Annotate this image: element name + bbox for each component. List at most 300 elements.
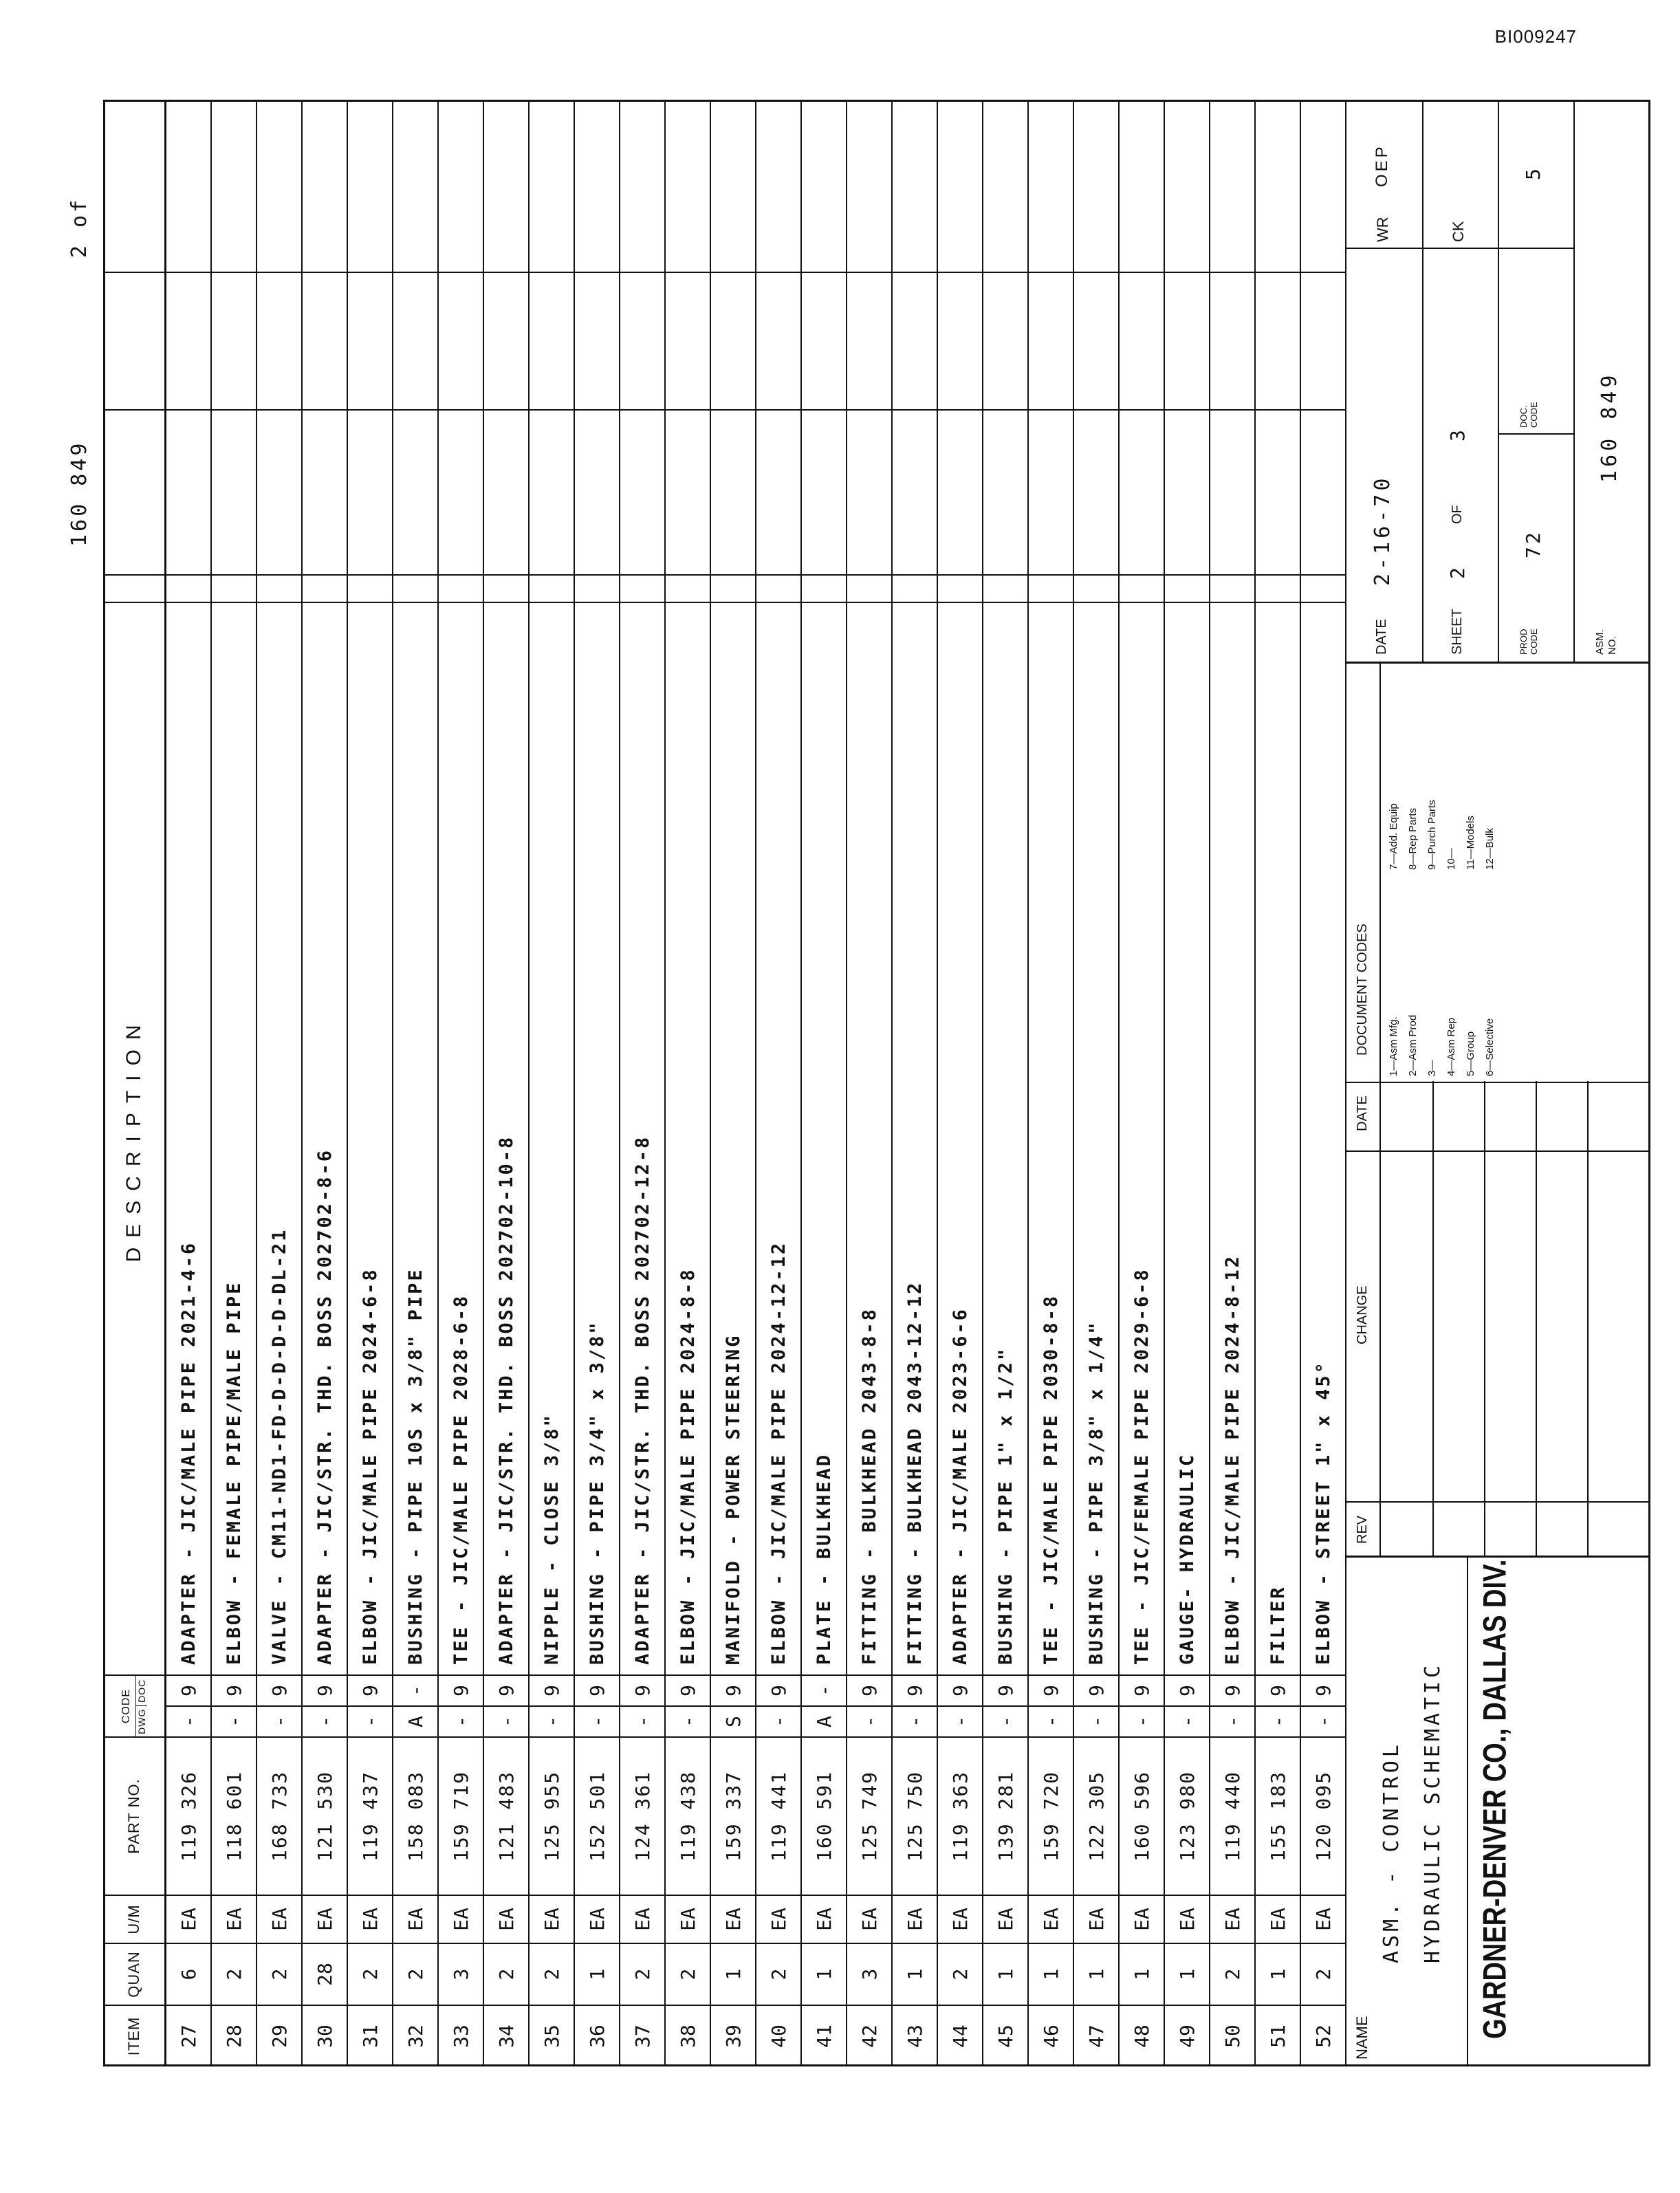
blank-cell [711, 409, 756, 574]
quan-cell: 1 [1165, 1943, 1210, 2005]
table-row [620, 100, 666, 2066]
table-row [1029, 100, 1074, 2066]
blank-cell [212, 574, 257, 602]
date-col-line [1346, 1082, 1650, 1083]
item-cell: 27 [166, 2005, 212, 2066]
doc-code-cell: 9 [666, 1674, 711, 1705]
blank-cell [257, 100, 303, 272]
part-no-cell: 160 596 [1120, 1736, 1165, 1895]
blank-cell [1165, 100, 1210, 272]
description-cell: ELBOW - JIC/MALE PIPE 2024-8-8 [666, 602, 711, 1674]
date-value: 2-16-70 [1371, 474, 1395, 586]
asm-no-value: 160 849 [1597, 371, 1622, 483]
blank-cell [530, 574, 575, 602]
item-cell: 44 [938, 2005, 983, 2066]
blank-cell [1120, 409, 1165, 574]
um-cell: EA [983, 1895, 1029, 1943]
item-cell: 46 [1029, 2005, 1074, 2066]
dwg-code-cell: - [1301, 1705, 1346, 1736]
name-line-2: HYDRAULIC SCHEMATIC [1421, 1661, 1445, 1963]
dwg-code-cell: - [1029, 1705, 1074, 1736]
um-cell: EA [575, 1895, 620, 1943]
um-cell: EA [166, 1895, 212, 1943]
table-row [1120, 100, 1165, 2066]
doc-code-cell: 9 [1256, 1674, 1301, 1705]
doc-code-item: 8—Rep Parts [1407, 807, 1419, 870]
um-cell: EA [666, 1895, 711, 1943]
blank-cell [484, 574, 530, 602]
blank-cell [1074, 574, 1120, 602]
um-cell: EA [348, 1895, 393, 1943]
description-cell: BUSHING - PIPE 10S x 3/8" PIPE [393, 602, 439, 1674]
dwg-code-cell: - [983, 1705, 1029, 1736]
item-cell: 28 [212, 2005, 257, 2066]
blank-cell [802, 272, 847, 409]
part-no-cell: 125 955 [530, 1736, 575, 1895]
quan-cell: 2 [1210, 1943, 1256, 2005]
description-cell: TEE - JIC/FEMALE PIPE 2029-6-8 [1120, 602, 1165, 1674]
blank-cell [983, 409, 1029, 574]
dwg-code-cell: A [393, 1705, 439, 1736]
um-cell: EA [711, 1895, 756, 1943]
blank-cell [666, 272, 711, 409]
um-cell: EA [212, 1895, 257, 1943]
blank-cell [303, 100, 348, 272]
doc-code-cell: 9 [212, 1674, 257, 1705]
item-cell: 50 [1210, 2005, 1256, 2066]
blank-cell [893, 574, 938, 602]
description-cell: ADAPTER - JIC/STR. THD. BOSS 202702-10-8 [484, 602, 530, 1674]
um-cell: EA [530, 1895, 575, 1943]
quan-cell: 2 [257, 1943, 303, 2005]
blank-cell [1074, 272, 1120, 409]
blank-cell [1120, 272, 1165, 409]
table-row [1256, 100, 1301, 2066]
sheet-value: 2 [1446, 567, 1469, 579]
blank-cell [393, 272, 439, 409]
quan-cell: 6 [166, 1943, 212, 2005]
doc-code-item: 3— [1426, 1060, 1438, 1076]
rev-row-line [1536, 1081, 1537, 1556]
blank-cell [802, 409, 847, 574]
part-no-cell: 159 337 [711, 1736, 756, 1895]
blank-cell [212, 409, 257, 574]
um-cell: EA [1210, 1895, 1256, 1943]
rev-row-line [1432, 1081, 1434, 1556]
blank-cell [1256, 100, 1301, 272]
blank-cell [166, 574, 212, 602]
blank-cell [847, 409, 893, 574]
blank-cell [166, 409, 212, 574]
doc-code-cell: 9 [1210, 1674, 1256, 1705]
um-cell: EA [1120, 1895, 1165, 1943]
description-cell: VALVE - CM11-ND1-FD-D-D-D-D-DL-21 [257, 602, 303, 1674]
blank-cell [1120, 574, 1165, 602]
part-no-cell: 122 305 [1074, 1736, 1120, 1895]
blank-cell [756, 409, 802, 574]
part-no-cell: 139 281 [983, 1736, 1029, 1895]
um-cell: EA [393, 1895, 439, 1943]
quan-cell: 2 [756, 1943, 802, 2005]
blank-cell [893, 409, 938, 574]
part-no-cell: 168 733 [257, 1736, 303, 1895]
blank-cell [847, 272, 893, 409]
description-cell: ELBOW - JIC/MALE PIPE 2024-8-12 [1210, 602, 1256, 1674]
blank-cell [1165, 272, 1210, 409]
table-row [393, 100, 439, 2066]
blank-cell [1256, 272, 1301, 409]
item-cell: 32 [393, 2005, 439, 2066]
blank-cell [983, 100, 1029, 272]
dwg-code-cell: - [1210, 1705, 1256, 1736]
um-cell: EA [439, 1895, 484, 1943]
part-no-cell: 119 363 [938, 1736, 983, 1895]
company-divider [1467, 1558, 1468, 2066]
um-cell: EA [1301, 1895, 1346, 1943]
ck-label: CK [1450, 221, 1467, 242]
blank-cell [257, 574, 303, 602]
quan-cell: 1 [1120, 1943, 1165, 2005]
blank-cell [393, 409, 439, 574]
blank-cell [212, 272, 257, 409]
description-cell: TEE - JIC/MALE PIPE 2030-8-8 [1029, 602, 1074, 1674]
blank-cell [666, 574, 711, 602]
blank-cell [1210, 272, 1256, 409]
blank-cell [439, 409, 484, 574]
blank-cell [1029, 574, 1074, 602]
quan-cell: 1 [983, 1943, 1029, 2005]
part-no-cell: 119 437 [348, 1736, 393, 1895]
quan-cell: 1 [1029, 1943, 1074, 2005]
doc-code-item: 7—Add. Equip [1388, 803, 1399, 870]
name-line-1: ASM. - CONTROL [1379, 1741, 1404, 1963]
blank-cell [1029, 272, 1074, 409]
rev-col-line [1346, 1501, 1650, 1503]
table-row [530, 100, 575, 2066]
blank-cell [530, 409, 575, 574]
date-field-label: DATE [1374, 619, 1389, 655]
blank-cell [1301, 409, 1346, 574]
blank-cell [1029, 409, 1074, 574]
part-no-cell: 125 749 [847, 1736, 893, 1895]
blank-cell [348, 272, 393, 409]
doc-code-cell: 9 [439, 1674, 484, 1705]
asm-no-label: ASM. NO. [1594, 629, 1618, 655]
table-row [711, 100, 756, 2066]
blank-cell [575, 574, 620, 602]
quan-cell: 1 [802, 1943, 847, 2005]
blank-cell [666, 100, 711, 272]
part-no-cell: 121 530 [303, 1736, 348, 1895]
dwg-code-cell: - [1074, 1705, 1120, 1736]
doc-code-cell: 9 [575, 1674, 620, 1705]
part-no-cell: 125 750 [893, 1736, 938, 1895]
blank-cell [1256, 574, 1301, 602]
of-label: OF [1450, 505, 1465, 524]
dwg-code-cell: - [439, 1705, 484, 1736]
quan-cell: 2 [348, 1943, 393, 2005]
table-row [1074, 100, 1120, 2066]
doc-code-cell: 9 [983, 1674, 1029, 1705]
table-row [756, 100, 802, 2066]
item-cell: 36 [575, 2005, 620, 2066]
item-cell: 33 [439, 2005, 484, 2066]
part-no-cell: 118 601 [212, 1736, 257, 1895]
blank-cell [938, 409, 983, 574]
blank-cell [938, 100, 983, 272]
um-cell: EA [756, 1895, 802, 1943]
blank-cell [393, 100, 439, 272]
blank-cell [620, 272, 666, 409]
rev-row-line [1587, 1081, 1589, 1556]
quan-cell: 2 [393, 1943, 439, 2005]
quan-cell: 2 [620, 1943, 666, 2005]
change-label: CHANGE [1355, 1285, 1370, 1344]
item-cell: 31 [348, 2005, 393, 2066]
blank-cell [983, 574, 1029, 602]
quan-cell: 2 [938, 1943, 983, 2005]
blank-cell [166, 272, 212, 409]
quan-cell: 2 [484, 1943, 530, 2005]
um-cell: EA [1029, 1895, 1074, 1943]
blank-cell [484, 409, 530, 574]
doc-code-item: 2—Asm Prod [1407, 1014, 1419, 1076]
description-cell: TEE - JIC/MALE PIPE 2028-6-8 [439, 602, 484, 1674]
table-row [439, 100, 484, 2066]
quan-cell: 3 [439, 1943, 484, 2005]
blank-cell [893, 100, 938, 272]
item-cell: 29 [257, 2005, 303, 2066]
blank-cell [1210, 574, 1256, 602]
doc-code-value-divider [1498, 248, 1573, 249]
blank-cell [666, 409, 711, 574]
name-label: NAME [1353, 2016, 1371, 2060]
doc-code-item: 9—Purch Parts [1426, 800, 1438, 870]
blank-cell [802, 100, 847, 272]
part-no-cell: 152 501 [575, 1736, 620, 1895]
blank-cell [1165, 574, 1210, 602]
change-col-line [1346, 1150, 1650, 1152]
quan-cell: 2 [530, 1943, 575, 2005]
part-no-cell: 121 483 [484, 1736, 530, 1895]
doc-code-cell: 9 [530, 1674, 575, 1705]
part-no-cell: 160 591 [802, 1736, 847, 1895]
doc-code-cell: 9 [484, 1674, 530, 1705]
doc-code-label: DOC. CODE [1518, 402, 1539, 428]
blank-cell [303, 409, 348, 574]
dwg-code-cell: - [1165, 1705, 1210, 1736]
blank-cell [1256, 409, 1301, 574]
doc-code-cell: - [393, 1674, 439, 1705]
description-cell: BUSHING - PIPE 3/4" x 3/8" [575, 602, 620, 1674]
table-row [1301, 100, 1346, 2066]
table-row [666, 100, 711, 2066]
dwg-code-cell: - [212, 1705, 257, 1736]
blank-cell [620, 409, 666, 574]
description-cell: ELBOW - FEMALE PIPE/MALE PIPE [212, 602, 257, 1674]
header-description: DESCRIPTION [103, 602, 166, 1674]
doc-code-cell: 9 [711, 1674, 756, 1705]
dwg-code-cell: - [847, 1705, 893, 1736]
bates-number: BI009247 [1494, 26, 1577, 47]
blank-cell [711, 574, 756, 602]
blank-cell [756, 272, 802, 409]
item-cell: 45 [983, 2005, 1029, 2066]
description-cell: ELBOW - JIC/MALE PIPE 2024-6-8 [348, 602, 393, 1674]
table-row [348, 100, 393, 2066]
blank-cell [1210, 409, 1256, 574]
doc-code-cell: 9 [303, 1674, 348, 1705]
company-name: GARDNER-DENVER CO., DALLAS DIV. [1477, 1559, 1514, 2039]
rev-row-line [1484, 1081, 1485, 1556]
description-cell: FILTER [1256, 602, 1301, 1674]
doc-code-cell: 9 [893, 1674, 938, 1705]
dwg-code-cell: - [756, 1705, 802, 1736]
doc-code-item: 5—Group [1465, 1031, 1476, 1076]
table-row [802, 100, 847, 2066]
um-cell: EA [303, 1895, 348, 1943]
blank-cell [620, 574, 666, 602]
doc-code-item: 10— [1446, 848, 1457, 870]
top-doc-number: 160 849 [67, 440, 91, 547]
blank-cell [439, 574, 484, 602]
blank-cell [303, 574, 348, 602]
grid-line [1422, 100, 1423, 662]
item-cell: 51 [1256, 2005, 1301, 2066]
table-row [166, 100, 212, 2066]
item-cell: 30 [303, 2005, 348, 2066]
blank-cell [620, 100, 666, 272]
header-um: U/M [103, 1895, 166, 1943]
blank-cell [348, 409, 393, 574]
part-no-cell: 155 183 [1256, 1736, 1301, 1895]
header-blank-2 [103, 409, 166, 574]
dwg-code-cell: A [802, 1705, 847, 1736]
dwg-code-cell: - [530, 1705, 575, 1736]
wr-label: WR [1374, 217, 1391, 242]
quan-cell: 1 [893, 1943, 938, 2005]
doc-codes-divider [1346, 662, 1650, 664]
header-doc: DOC [136, 1679, 147, 1703]
item-cell: 49 [1165, 2005, 1210, 2066]
description-cell: PLATE - BULKHEAD [802, 602, 847, 1674]
um-cell: EA [893, 1895, 938, 1943]
dwg-code-cell: S [711, 1705, 756, 1736]
blank-cell [847, 100, 893, 272]
blank-cell [303, 272, 348, 409]
blank-cell [1074, 100, 1120, 272]
doc-code-cell: 9 [620, 1674, 666, 1705]
rev-label: REV [1355, 1515, 1370, 1544]
table-row [484, 100, 530, 2066]
description-cell: ADAPTER - JIC/STR. THD. BOSS 202702-8-6 [303, 602, 348, 1674]
blank-cell [257, 409, 303, 574]
table-row [257, 100, 303, 2066]
item-cell: 52 [1301, 2005, 1346, 2066]
dwg-code-cell: - [620, 1705, 666, 1736]
blank-cell [530, 100, 575, 272]
item-cell: 34 [484, 2005, 530, 2066]
grid-line [1573, 100, 1575, 662]
um-cell: EA [847, 1895, 893, 1943]
dwg-code-cell: - [938, 1705, 983, 1736]
wr-divider [1346, 248, 1422, 249]
blank-cell [1120, 100, 1165, 272]
blank-cell [1210, 100, 1256, 272]
description-cell: ADAPTER - JIC/MALE PIPE 2021-4-6 [166, 602, 212, 1674]
description-cell: ADAPTER - JIC/MALE 2023-6-6 [938, 602, 983, 1674]
dwg-code-cell: - [166, 1705, 212, 1736]
dwg-code-cell: - [1256, 1705, 1301, 1736]
um-cell: EA [1165, 1895, 1210, 1943]
um-cell: EA [257, 1895, 303, 1943]
doc-code-cell: 9 [1120, 1674, 1165, 1705]
blank-cell [348, 574, 393, 602]
table-row [938, 100, 983, 2066]
description-cell: FITTING - BULKHEAD 2043-12-12 [893, 602, 938, 1674]
item-cell: 48 [1120, 2005, 1165, 2066]
wr-value: OEP [1373, 144, 1391, 187]
table-row [893, 100, 938, 2066]
description-cell: NIPPLE - CLOSE 3/8" [530, 602, 575, 1674]
doc-code-item: 12—Bulk [1484, 828, 1496, 870]
doc-code-cell: 9 [938, 1674, 983, 1705]
blank-cell [1165, 409, 1210, 574]
part-no-cell: 158 083 [393, 1736, 439, 1895]
grid-line [1498, 100, 1499, 662]
blank-cell [348, 100, 393, 272]
ck-divider [1422, 248, 1498, 249]
blank-cell [711, 272, 756, 409]
blank-cell [257, 272, 303, 409]
date-label: DATE [1355, 1095, 1370, 1131]
blank-cell [530, 272, 575, 409]
doc-code-item: 11—Models [1465, 816, 1476, 870]
dwg-code-cell: - [348, 1705, 393, 1736]
quan-cell: 1 [711, 1943, 756, 2005]
doc-code-item: 4—Asm Rep [1446, 1017, 1457, 1076]
blank-cell [983, 272, 1029, 409]
table-row [1210, 100, 1256, 2066]
blank-cell [166, 100, 212, 272]
item-cell: 39 [711, 2005, 756, 2066]
item-cell: 42 [847, 2005, 893, 2066]
prod-code-label: PROD CODE [1518, 629, 1539, 655]
table-row [847, 100, 893, 2066]
blank-cell [575, 100, 620, 272]
part-no-cell: 119 440 [1210, 1736, 1256, 1895]
blank-cell [938, 272, 983, 409]
document-codes-label: DOCUMENT CODES [1355, 924, 1370, 1056]
header-blank-4 [103, 100, 166, 272]
dwg-code-cell: - [257, 1705, 303, 1736]
dwg-code-cell: - [484, 1705, 530, 1736]
header-blank-3 [103, 272, 166, 409]
doc-code-cell: 9 [348, 1674, 393, 1705]
item-cell: 40 [756, 2005, 802, 2066]
doc-code-cell: 9 [166, 1674, 212, 1705]
blank-cell [847, 574, 893, 602]
blank-cell [893, 272, 938, 409]
blank-cell [802, 574, 847, 602]
um-cell: EA [938, 1895, 983, 1943]
quan-cell: 3 [847, 1943, 893, 2005]
header-item: ITEM [103, 2005, 166, 2066]
header-code-label: CODE [120, 1688, 132, 1724]
blank-cell [756, 574, 802, 602]
um-cell: EA [802, 1895, 847, 1943]
um-cell: EA [1256, 1895, 1301, 1943]
